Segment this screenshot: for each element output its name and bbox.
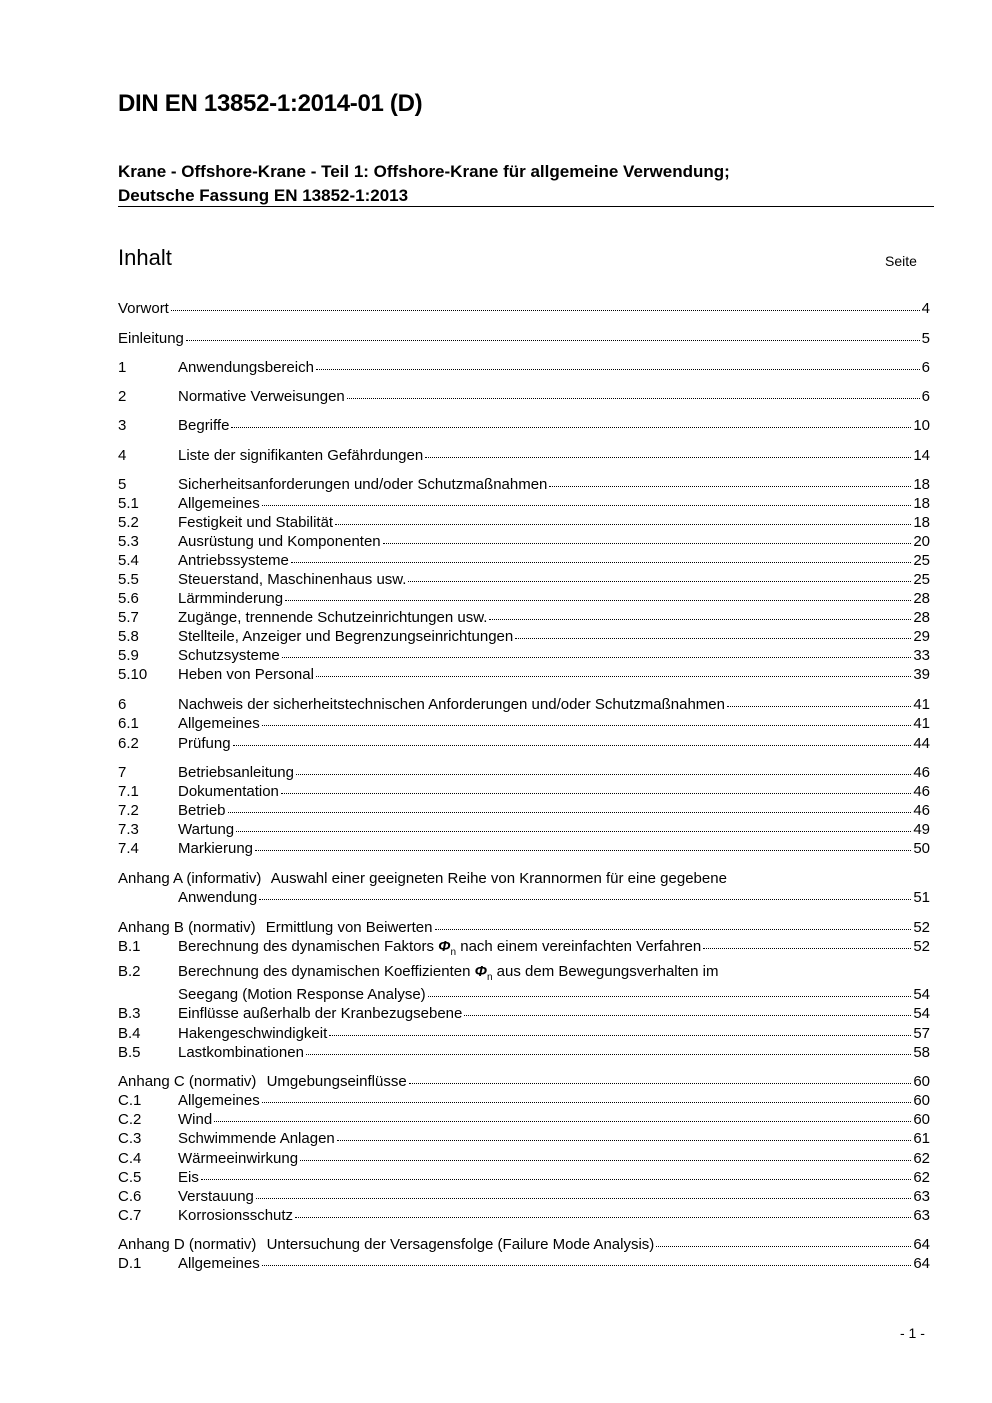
toc-entry-c-5[interactable]: C.5 Eis 62 bbox=[118, 1169, 930, 1186]
toc-entry-6-2[interactable]: 6.2 Prüfung 44 bbox=[118, 735, 930, 752]
toc-entry-5-2[interactable]: 5.2 Festigkeit und Stabilität 18 bbox=[118, 514, 930, 531]
toc-entry-5-6[interactable]: 5.6 Lärmminderung 28 bbox=[118, 590, 930, 607]
dot-leader bbox=[295, 1216, 911, 1218]
annex-type: (informativ) bbox=[186, 870, 262, 887]
dot-leader bbox=[256, 1197, 911, 1199]
dot-leader bbox=[409, 1082, 912, 1084]
toc-entry-c-7[interactable]: C.7 Korrosionsschutz 63 bbox=[118, 1207, 930, 1224]
toc-entry-5-10[interactable]: 5.10 Heben von Personal 39 bbox=[118, 666, 930, 683]
toc-entry-7-4[interactable]: 7.4 Markierung 50 bbox=[118, 840, 930, 857]
annex-title: Ermittlung von Beiwerten bbox=[265, 919, 433, 936]
toc-entry-vorwort[interactable]: Vorwort 4 bbox=[118, 300, 930, 317]
toc-entry-d-1[interactable]: D.1 Allgemeines 64 bbox=[118, 1255, 930, 1272]
dot-leader bbox=[306, 1053, 911, 1055]
dot-leader bbox=[383, 542, 912, 544]
toc-entry-b-3[interactable]: B.3 Einflüsse außerhalb der Kranbezugsebene 54 bbox=[118, 1005, 930, 1022]
dot-leader bbox=[489, 618, 911, 620]
toc-entry-7[interactable]: 7 Betriebsanleitung 46 bbox=[118, 764, 930, 781]
document-title: DIN EN 13852-1:2014-01 (D) bbox=[118, 90, 423, 117]
toc-entry-7-2[interactable]: 7.2 Betrieb 46 bbox=[118, 802, 930, 819]
dot-leader bbox=[435, 928, 912, 930]
dot-leader bbox=[186, 339, 920, 341]
toc-entry-annex-b[interactable]: Anhang B (normativ) Ermittlung von Beiwerten 52 bbox=[118, 919, 930, 936]
dot-leader bbox=[464, 1014, 911, 1016]
toc-entry-7-3[interactable]: 7.3 Wartung 49 bbox=[118, 821, 930, 838]
toc-entry-b-1[interactable]: B.1 Berechnung des dynamischen Faktors $\Phi_n$ nach einem vereinfachten Verfahren 52 bbox=[118, 938, 930, 958]
subtitle-line-1: Krane - Offshore-Krane - Teil 1: Offshore-Krane für allgemeine Verwendung; bbox=[118, 162, 730, 181]
annex-label: Anhang C bbox=[118, 1073, 185, 1090]
toc-entry-c-1[interactable]: C.1 Allgemeines 60 bbox=[118, 1092, 930, 1109]
dot-leader bbox=[262, 1264, 912, 1266]
annex-label: Anhang A bbox=[118, 870, 183, 887]
toc-heading: Inhalt bbox=[118, 245, 172, 270]
annex-title: Auswahl einer geeigneten Reihe von Krannormen für eine gegebene bbox=[270, 870, 727, 887]
toc-entry-c-2[interactable]: C.2 Wind 60 bbox=[118, 1111, 930, 1128]
dot-leader bbox=[337, 1139, 912, 1141]
dot-leader bbox=[703, 947, 911, 949]
toc-entry-6[interactable]: 6 Nachweis der sicherheitstechnischen Anforderungen und/oder Schutzmaßnahmen 41 bbox=[118, 696, 930, 713]
toc-entry-5-1[interactable]: 5.1 Allgemeines 18 bbox=[118, 495, 930, 512]
dot-leader bbox=[262, 1101, 912, 1103]
phi-symbol: Φ bbox=[474, 963, 487, 980]
dot-leader bbox=[300, 1159, 911, 1161]
toc-entry-5-3[interactable]: 5.3 Ausrüstung und Komponenten 20 bbox=[118, 533, 930, 550]
dot-leader bbox=[425, 456, 911, 458]
toc-entry-annex-c[interactable]: Anhang C (normativ) Umgebungseinflüsse 60 bbox=[118, 1073, 930, 1090]
toc-entry-4[interactable]: 4 Liste der signifikanten Gefährdungen 14 bbox=[118, 447, 930, 464]
toc-entry-annex-a-continued[interactable]: Anwendung 51 bbox=[178, 889, 930, 906]
phi-symbol: Φ bbox=[438, 938, 451, 955]
annex-type: (normativ) bbox=[188, 1236, 257, 1253]
dot-leader bbox=[281, 792, 911, 794]
toc-entry-5-7[interactable]: 5.7 Zugänge, trennende Schutzeinrichtungen usw. 28 bbox=[118, 609, 930, 626]
annex-type: (normativ) bbox=[188, 919, 256, 936]
toc-entry-5-4[interactable]: 5.4 Antriebssysteme 25 bbox=[118, 552, 930, 569]
toc-entry-b-2-continued[interactable]: Seegang (Motion Response Analyse) 54 bbox=[178, 986, 930, 1003]
dot-leader bbox=[296, 773, 911, 775]
dot-leader bbox=[259, 898, 911, 900]
toc-entry-6-1[interactable]: 6.1 Allgemeines 41 bbox=[118, 715, 930, 732]
dot-leader bbox=[408, 580, 911, 582]
dot-leader bbox=[228, 811, 912, 813]
dot-leader bbox=[285, 599, 911, 601]
dot-leader bbox=[233, 744, 912, 746]
page-column-label: Seite bbox=[885, 253, 917, 269]
toc-entry-c-3[interactable]: C.3 Schwimmende Anlagen 61 bbox=[118, 1130, 930, 1147]
dot-leader bbox=[236, 830, 911, 832]
annex-label: Anhang B bbox=[118, 919, 184, 936]
toc-entry-1[interactable]: 1 Anwendungsbereich 6 bbox=[118, 359, 930, 376]
dot-leader bbox=[316, 675, 911, 677]
dot-leader bbox=[214, 1120, 911, 1122]
dot-leader bbox=[201, 1178, 911, 1180]
toc-entry-5[interactable]: 5 Sicherheitsanforderungen und/oder Schutzmaßnahmen 18 bbox=[118, 476, 930, 493]
annex-label: Anhang D bbox=[118, 1236, 185, 1253]
document-subtitle bbox=[118, 160, 730, 208]
dot-leader bbox=[291, 561, 911, 563]
dot-leader bbox=[515, 637, 911, 639]
dot-leader bbox=[282, 656, 912, 658]
toc-entry-c-4[interactable]: C.4 Wärmeeinwirkung 62 bbox=[118, 1150, 930, 1167]
page-number-footer: - 1 - bbox=[900, 1325, 925, 1341]
toc-entry-b-4[interactable]: B.4 Hakengeschwindigkeit 57 bbox=[118, 1025, 930, 1042]
dot-leader bbox=[727, 705, 911, 707]
dot-leader bbox=[428, 995, 912, 997]
subtitle-line-2: Deutsche Fassung EN 13852-1:2013 bbox=[118, 186, 409, 205]
toc-entry-3[interactable]: 3 Begriffe 10 bbox=[118, 417, 930, 434]
toc-entry-5-8[interactable]: 5.8 Stellteile, Anzeiger und Begrenzungseinrichtungen 29 bbox=[118, 628, 930, 645]
toc-entry-5-5[interactable]: 5.5 Steuerstand, Maschinenhaus usw. 25 bbox=[118, 571, 930, 588]
dot-leader bbox=[549, 485, 911, 487]
annex-type: (normativ) bbox=[188, 1073, 257, 1090]
dot-leader bbox=[262, 504, 912, 506]
dot-leader bbox=[262, 724, 912, 726]
toc-entry-annex-a[interactable] bbox=[118, 870, 930, 889]
dot-leader bbox=[231, 426, 911, 428]
dot-leader bbox=[329, 1034, 911, 1036]
annex-title: Untersuchung der Versagensfolge (Failure Mode Analysis) bbox=[266, 1236, 655, 1253]
dot-leader bbox=[656, 1245, 911, 1247]
title-rule bbox=[118, 206, 934, 207]
dot-leader bbox=[335, 523, 911, 525]
toc-entry-c-6[interactable]: C.6 Verstauung 63 bbox=[118, 1188, 930, 1205]
dot-leader bbox=[171, 309, 920, 311]
toc-entry-b-2[interactable]: B.2 Berechnung des dynamischen Koeffizienten $\Phi_n$ aus dem Bewegungsverhalten im bbox=[118, 963, 719, 983]
toc-entry-annex-d[interactable]: Anhang D (normativ) Untersuchung der Versagensfolge (Failure Mode Analysis) 64 bbox=[118, 1236, 930, 1253]
toc-entry-7-1[interactable]: 7.1 Dokumentation 46 bbox=[118, 783, 930, 800]
dot-leader bbox=[316, 368, 920, 370]
toc-entry-b-5[interactable]: B.5 Lastkombinationen 58 bbox=[118, 1044, 930, 1061]
toc-entry-2[interactable]: 2 Normative Verweisungen 6 bbox=[118, 388, 930, 405]
toc-entry-5-9[interactable]: 5.9 Schutzsysteme 33 bbox=[118, 647, 930, 664]
dot-leader bbox=[347, 397, 920, 399]
annex-title: Umgebungseinflüsse bbox=[266, 1073, 407, 1090]
toc-entry-einleitung[interactable]: Einleitung 5 bbox=[118, 330, 930, 347]
dot-leader bbox=[255, 849, 911, 851]
